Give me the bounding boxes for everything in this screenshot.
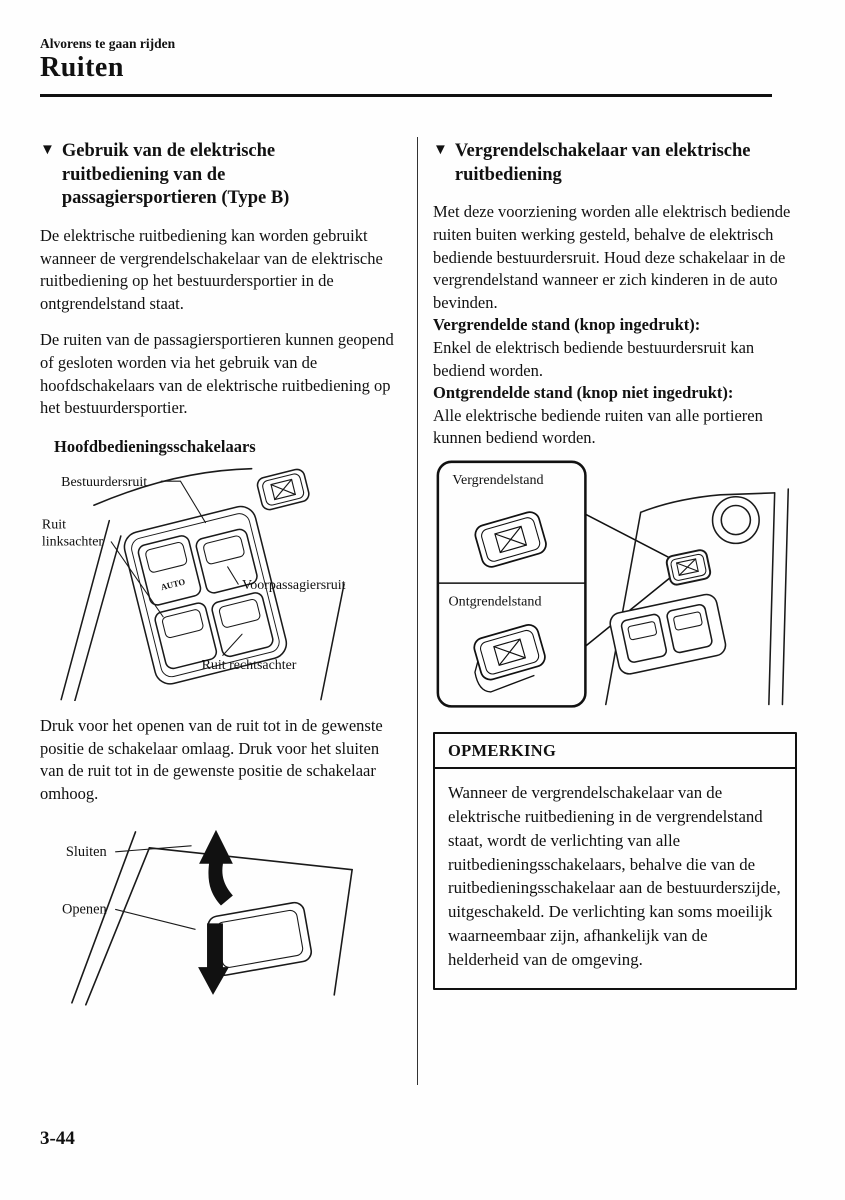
lock-button-pressed [473, 510, 548, 569]
window-switch [666, 604, 713, 654]
door-dial-inner [721, 505, 750, 534]
label-rear-right-window: Ruit rechtsachter [201, 657, 297, 673]
left-paragraph-3: Druk voor het openen van de ruit tot in de gewenste positie de schakelaar omlaag. Druk voor het sluiten van de ruit tot in de gewenste positie de schakelaar omhoog. [40, 716, 383, 804]
left-column [40, 140, 396, 1006]
locked-state-text: Enkel de elektrisch bediende bestuurdersruit kan bediend worden. [433, 337, 755, 380]
diagram-main-switches-title: Hoofdbedieningsschakelaars [54, 436, 256, 456]
lock-switch-figure [433, 456, 797, 716]
close-arrow-icon [199, 830, 233, 906]
door-edge-line [149, 847, 352, 869]
open-close-diagram [54, 818, 396, 1007]
main-switches-diagram [40, 461, 396, 702]
lock-switch-diagram [433, 456, 797, 716]
locked-state-heading: Vergrendelde stand (knop ingedrukt): [433, 315, 701, 335]
window-lock-button [256, 468, 311, 511]
label-rear-left-line2: linksachter [41, 534, 104, 550]
open-close-figure [54, 818, 372, 1007]
window-lock-button [665, 549, 711, 586]
unlocked-state-text: Alle elektrische bediende ruiten van alle portieren kunnen bediend worden. [433, 405, 763, 448]
window-switch-cluster [608, 592, 727, 675]
door-edge-line [334, 869, 352, 994]
window-switch [620, 613, 667, 663]
right-section-title: Vergrendelschakelaar van elektrische ruitbediening [454, 141, 751, 185]
page-title: Ruiten [40, 52, 124, 83]
main-switches-figure [40, 461, 396, 702]
leader-line [116, 909, 196, 929]
column-divider [417, 137, 418, 1085]
right-column [433, 140, 797, 990]
label-open: Openen [61, 901, 107, 918]
unlocked-state-heading: Ontgrendelde stand (knop niet ingedrukt): [433, 383, 734, 403]
label-close: Sluiten [65, 843, 107, 860]
label-rear-left-line1: Ruit [41, 517, 66, 533]
label-front-passenger-window: Voorpassagiersruit [242, 577, 346, 593]
callout-pointer-line [585, 514, 671, 559]
door-edge-line [769, 493, 775, 705]
door-edge-line [321, 584, 344, 699]
right-paragraph-1: Met deze voorziening worden alle elektrisch bediende ruiten buiten werking gesteld, behalve de elektrisch bediende bestuurdersruit. Houd deze schakelaar in de vergrendelstand wanneer er zich kinderen in de auto bevinden. [433, 202, 791, 312]
chapter-kicker: Alvorens te gaan rijden [40, 36, 176, 51]
note-title: OPMERKING [435, 734, 795, 769]
right-section-heading [433, 140, 797, 187]
section-triangle-icon: ▼ [433, 142, 448, 158]
door-edge-line [641, 493, 775, 512]
left-paragraph-1: De elektrische ruitbediening kan worden gebruikt wanneer de vergrendelschakelaar van de elektrische ruitbediening op het bestuurdersportier in de ontgrendelstand staat. [40, 226, 383, 313]
section-triangle-icon: ▼ [40, 142, 55, 158]
lock-button-raised [466, 622, 550, 694]
label-locked-position: Vergrendelstand [452, 472, 544, 489]
left-section-heading [40, 140, 396, 211]
label-driver-window: Bestuurdersruit [61, 474, 148, 490]
header-rule [40, 94, 772, 97]
left-section-title: Gebruik van de elektrische ruitbediening van de passagiersportieren (Type B) [61, 141, 290, 209]
note-body: Wanneer de vergrendelschakelaar van de elektrische ruitbediening in de vergrendelstand staat, wordt de verlichting van alle ruitbedieningsschakelaars, behalve die van de ruitbedieningsschakelaar aan de bestuurderszijde, uitgeschakeld. De verlichting kan soms moeilijk waarneembaar zijn, afhankelijk van de helderheid van de omgeving. [448, 783, 781, 969]
label-unlocked-position: Ontgrendelstand [448, 593, 542, 610]
page-number: 3-44 [40, 1128, 75, 1149]
door-dial [713, 497, 760, 544]
door-edge-line [782, 489, 788, 704]
left-paragraph-2: De ruiten van de passagiersportieren kunnen geopend of gesloten worden via het gebruik van de hoofdschakelaars van de elektrische ruitbediening op het bestuurdersportier. [40, 330, 394, 418]
note-box [433, 732, 797, 990]
door-edge-line [606, 512, 641, 704]
auto-switch-label: AUTO [159, 576, 187, 592]
door-edge-line [86, 847, 150, 1004]
